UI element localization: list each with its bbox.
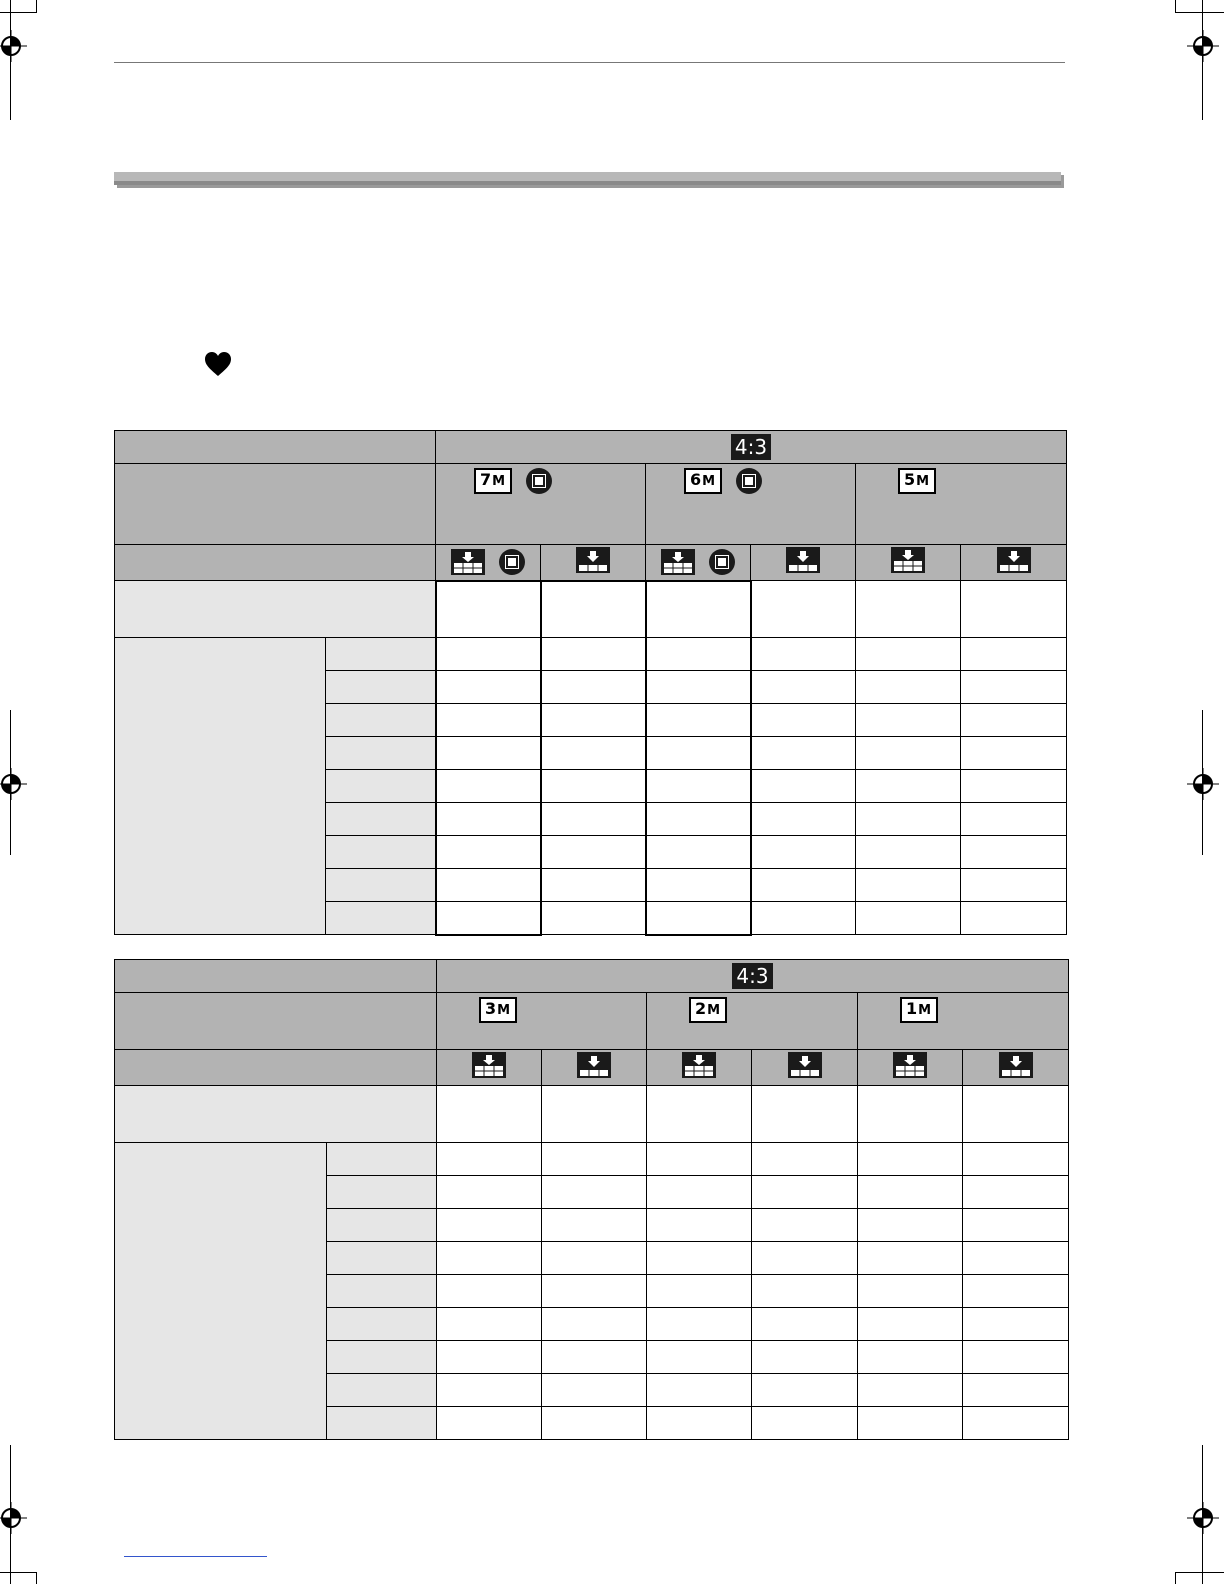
value-cell — [751, 869, 856, 902]
value-cell — [856, 803, 961, 836]
value-cell — [961, 671, 1067, 704]
value-cell — [752, 1176, 858, 1209]
value-cell — [963, 1341, 1069, 1374]
quality-cell — [437, 1050, 542, 1086]
aspect-cell — [436, 431, 1067, 464]
memory-size-cell — [326, 770, 436, 803]
value-cell — [436, 803, 541, 836]
value-cell — [541, 704, 646, 737]
resolution-2m-icon: 2M — [689, 997, 727, 1023]
value-cell — [542, 1374, 647, 1407]
value-cell — [752, 1242, 858, 1275]
value-cell — [963, 1176, 1069, 1209]
resolution-7m-icon: 7M — [474, 468, 512, 494]
memory-size-cell — [327, 1308, 437, 1341]
value-cell — [437, 1341, 542, 1374]
memory-size-cell — [327, 1275, 437, 1308]
value-cell — [961, 836, 1067, 869]
value-cell — [963, 1209, 1069, 1242]
value-cell — [437, 1143, 542, 1176]
value-cell — [541, 671, 646, 704]
crop-mark — [1175, 12, 1224, 13]
recordable-pictures-label-cell — [115, 1143, 327, 1440]
value-cell — [436, 869, 541, 902]
value-cell — [542, 1242, 647, 1275]
value-cell — [437, 1308, 542, 1341]
registration-mark-icon — [1187, 1502, 1219, 1534]
value-cell — [646, 770, 751, 803]
aspect-label-cell — [115, 960, 437, 993]
fine-quality-icon — [661, 549, 695, 575]
memory-size-cell — [327, 1209, 437, 1242]
memory-size-cell — [326, 902, 436, 935]
value-cell — [963, 1275, 1069, 1308]
resolution-cell — [436, 464, 646, 545]
memory-size-cell — [326, 638, 436, 671]
value-cell — [436, 671, 541, 704]
fine-quality-icon — [893, 1052, 927, 1078]
value-cell — [858, 1209, 963, 1242]
memory-size-cell — [327, 1242, 437, 1275]
value-cell — [647, 1407, 752, 1440]
value-cell — [752, 1308, 858, 1341]
value-cell — [646, 704, 751, 737]
standard-quality-icon — [576, 547, 610, 573]
crop-mark — [36, 0, 37, 12]
quality-cell — [541, 545, 646, 581]
crop-mark — [36, 1572, 37, 1584]
value-cell — [541, 770, 646, 803]
value-cell — [647, 1143, 752, 1176]
value-cell — [646, 803, 751, 836]
value-cell — [437, 1176, 542, 1209]
value-cell — [541, 581, 646, 638]
resolution-3m-icon: 3M — [479, 997, 517, 1023]
value-cell — [646, 869, 751, 902]
value-cell — [647, 1209, 752, 1242]
value-cell — [437, 1407, 542, 1440]
registration-mark-icon — [1187, 30, 1219, 62]
resolution-6m-icon: 6M — [684, 468, 722, 494]
value-cell — [436, 902, 541, 935]
value-cell — [858, 1308, 963, 1341]
value-cell — [963, 1407, 1069, 1440]
value-cell — [646, 737, 751, 770]
resolution-cell — [858, 993, 1069, 1050]
value-cell — [542, 1275, 647, 1308]
fine-quality-icon — [682, 1052, 716, 1078]
value-cell — [856, 770, 961, 803]
value-cell — [647, 1374, 752, 1407]
value-cell — [961, 638, 1067, 671]
value-cell — [646, 902, 751, 935]
crop-mark — [1175, 1572, 1224, 1573]
quality-cell — [856, 545, 961, 581]
recordable-pictures-label-cell — [115, 638, 326, 935]
value-cell — [752, 1086, 858, 1143]
registration-mark-icon — [0, 30, 27, 62]
value-cell — [858, 1242, 963, 1275]
quality-cell — [961, 545, 1067, 581]
resolution-5m-icon: 5M — [898, 468, 936, 494]
value-cell — [858, 1086, 963, 1143]
value-cell — [751, 902, 856, 935]
value-cell — [542, 1086, 647, 1143]
memory-size-cell — [326, 869, 436, 902]
value-cell — [751, 770, 856, 803]
value-cell — [858, 1275, 963, 1308]
value-cell — [437, 1374, 542, 1407]
quality-cell — [542, 1050, 647, 1086]
spec-table-1 — [114, 430, 1067, 936]
memory-size-cell — [326, 803, 436, 836]
value-cell — [437, 1086, 542, 1143]
value-cell — [858, 1341, 963, 1374]
registration-mark-icon — [0, 1502, 27, 1534]
crop-mark — [1175, 1572, 1176, 1584]
resolution-1m-icon: 1M — [900, 997, 938, 1023]
memory-size-cell — [327, 1341, 437, 1374]
value-cell — [856, 836, 961, 869]
value-cell — [436, 581, 541, 638]
memory-size-cell — [327, 1407, 437, 1440]
value-cell — [541, 869, 646, 902]
section-title-bar — [114, 172, 1061, 185]
value-cell — [541, 737, 646, 770]
value-cell — [436, 704, 541, 737]
value-cell — [752, 1275, 858, 1308]
file-size-label-cell — [115, 581, 436, 638]
value-cell — [751, 737, 856, 770]
value-cell — [541, 836, 646, 869]
value-cell — [963, 1308, 1069, 1341]
spec-table-2 — [114, 959, 1069, 1440]
memory-size-cell — [326, 671, 436, 704]
footer-link-underline[interactable] — [124, 1556, 267, 1557]
value-cell — [858, 1374, 963, 1407]
value-cell — [436, 737, 541, 770]
quality-cell — [646, 545, 751, 581]
value-cell — [961, 803, 1067, 836]
extra-optical-zoom-icon — [736, 468, 762, 494]
value-cell — [647, 1086, 752, 1143]
memory-size-cell — [326, 737, 436, 770]
value-cell — [541, 638, 646, 671]
resolution-cell — [856, 464, 1067, 545]
value-cell — [856, 902, 961, 935]
value-cell — [647, 1275, 752, 1308]
value-cell — [751, 581, 856, 638]
value-cell — [542, 1407, 647, 1440]
value-cell — [437, 1209, 542, 1242]
value-cell — [437, 1242, 542, 1275]
value-cell — [752, 1209, 858, 1242]
value-cell — [963, 1374, 1069, 1407]
aspect-ratio-badge: 4:3 — [732, 963, 772, 989]
value-cell — [436, 770, 541, 803]
registration-mark-icon — [1187, 768, 1219, 800]
value-cell — [961, 869, 1067, 902]
value-cell — [856, 869, 961, 902]
value-cell — [646, 581, 751, 638]
value-cell — [541, 803, 646, 836]
value-cell — [961, 737, 1067, 770]
value-cell — [751, 671, 856, 704]
value-cell — [961, 581, 1067, 638]
quality-cell — [858, 1050, 963, 1086]
value-cell — [856, 581, 961, 638]
value-cell — [752, 1341, 858, 1374]
value-cell — [646, 836, 751, 869]
quality-cell — [752, 1050, 858, 1086]
value-cell — [647, 1176, 752, 1209]
memory-size-cell — [326, 836, 436, 869]
value-cell — [541, 902, 646, 935]
extra-optical-zoom-icon — [526, 468, 552, 494]
crop-mark — [0, 1572, 37, 1573]
resolution-label-cell — [115, 993, 437, 1050]
crop-mark — [0, 12, 37, 13]
file-size-label-cell — [115, 1086, 437, 1143]
value-cell — [858, 1176, 963, 1209]
heart-icon — [204, 351, 232, 377]
value-cell — [647, 1341, 752, 1374]
value-cell — [963, 1086, 1069, 1143]
value-cell — [647, 1308, 752, 1341]
resolution-cell — [646, 464, 856, 545]
value-cell — [752, 1407, 858, 1440]
value-cell — [751, 803, 856, 836]
quality-cell — [963, 1050, 1069, 1086]
value-cell — [751, 704, 856, 737]
memory-size-cell — [327, 1176, 437, 1209]
value-cell — [436, 836, 541, 869]
value-cell — [856, 737, 961, 770]
resolution-cell — [437, 993, 647, 1050]
fine-quality-icon — [891, 547, 925, 573]
aspect-ratio-badge: 4:3 — [731, 434, 771, 460]
value-cell — [856, 704, 961, 737]
crop-mark — [1175, 0, 1176, 12]
standard-quality-icon — [788, 1052, 822, 1078]
value-cell — [752, 1143, 858, 1176]
aspect-label-cell — [115, 431, 436, 464]
extra-optical-zoom-icon — [499, 549, 525, 575]
quality-label-cell — [115, 545, 436, 581]
quality-cell — [751, 545, 856, 581]
standard-quality-icon — [997, 547, 1031, 573]
resolution-cell — [647, 993, 858, 1050]
value-cell — [647, 1242, 752, 1275]
value-cell — [542, 1341, 647, 1374]
value-cell — [961, 770, 1067, 803]
value-cell — [963, 1242, 1069, 1275]
quality-cell — [647, 1050, 752, 1086]
value-cell — [961, 902, 1067, 935]
value-cell — [646, 638, 751, 671]
standard-quality-icon — [999, 1052, 1033, 1078]
extra-optical-zoom-icon — [709, 549, 735, 575]
header-rule — [114, 62, 1065, 63]
value-cell — [858, 1143, 963, 1176]
value-cell — [856, 671, 961, 704]
quality-label-cell — [115, 1050, 437, 1086]
value-cell — [436, 638, 541, 671]
standard-quality-icon — [577, 1052, 611, 1078]
standard-quality-icon — [786, 547, 820, 573]
resolution-label-cell — [115, 464, 436, 545]
value-cell — [856, 638, 961, 671]
aspect-cell — [437, 960, 1069, 993]
value-cell — [961, 704, 1067, 737]
value-cell — [646, 671, 751, 704]
value-cell — [858, 1407, 963, 1440]
value-cell — [542, 1308, 647, 1341]
value-cell — [542, 1176, 647, 1209]
memory-size-cell — [327, 1374, 437, 1407]
value-cell — [542, 1209, 647, 1242]
quality-cell — [436, 545, 541, 581]
memory-size-cell — [326, 704, 436, 737]
fine-quality-icon — [451, 549, 485, 575]
value-cell — [437, 1275, 542, 1308]
registration-mark-icon — [0, 768, 27, 800]
value-cell — [542, 1143, 647, 1176]
memory-size-cell — [327, 1143, 437, 1176]
value-cell — [751, 836, 856, 869]
value-cell — [751, 638, 856, 671]
fine-quality-icon — [472, 1052, 506, 1078]
value-cell — [752, 1374, 858, 1407]
value-cell — [963, 1143, 1069, 1176]
